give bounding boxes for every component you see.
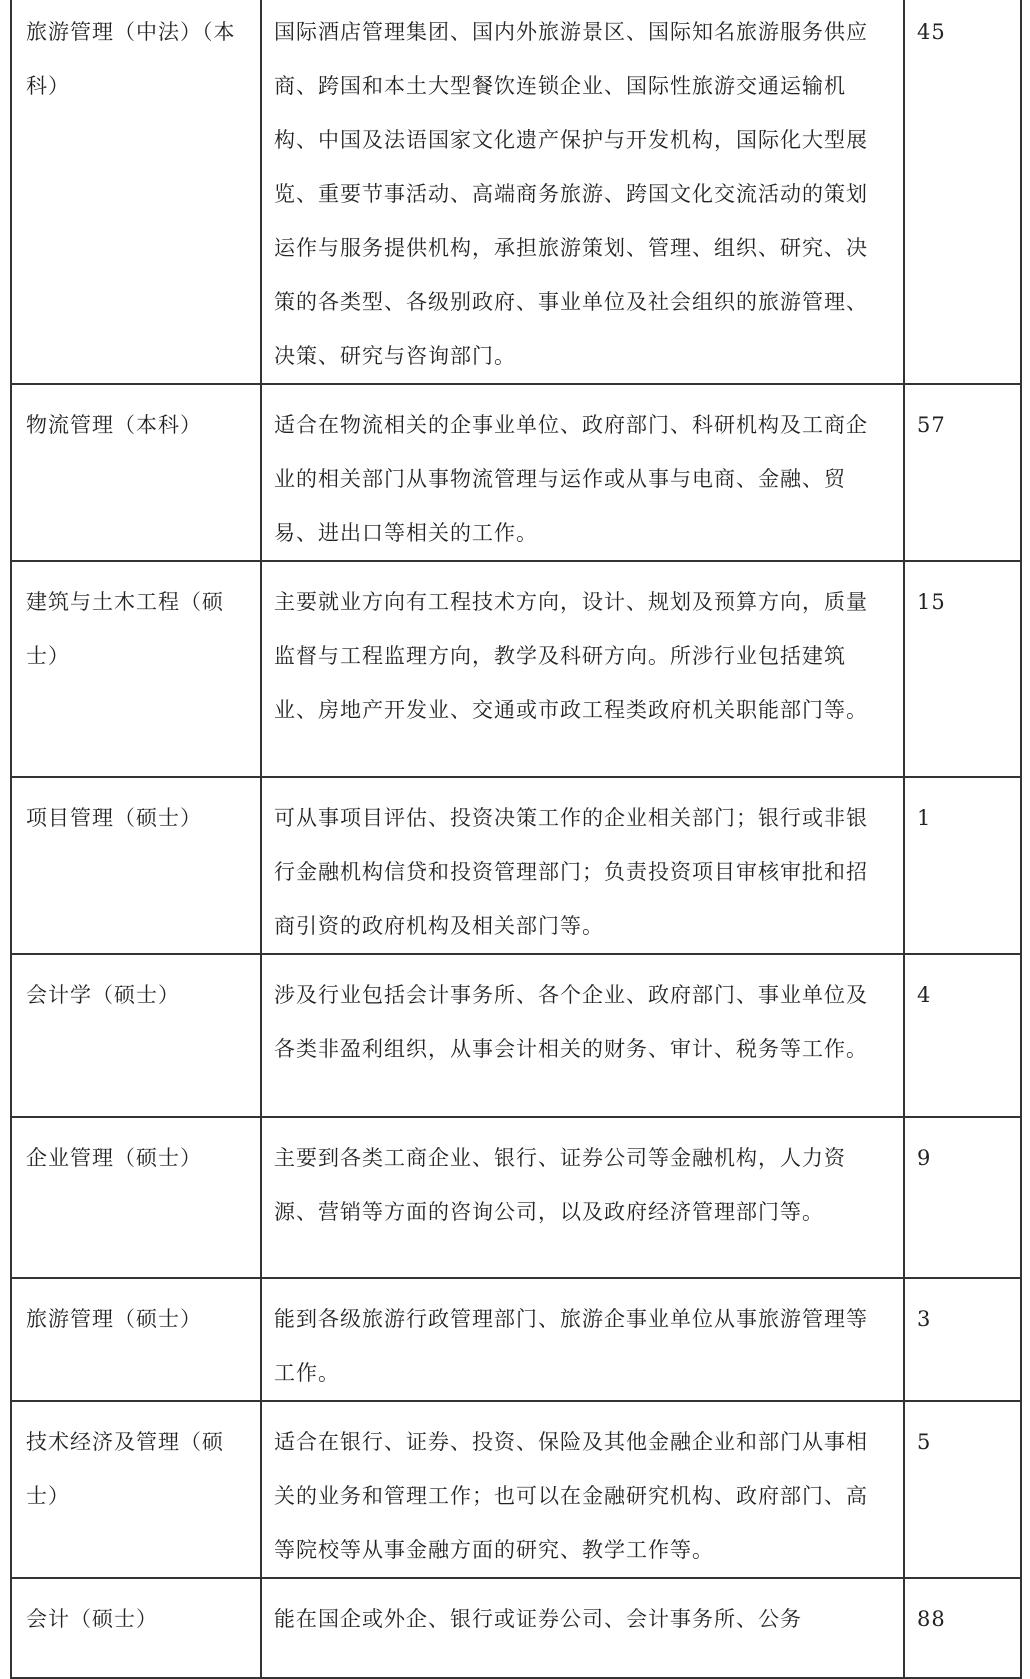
major-cell: 技术经济及管理（硕士）	[11, 1401, 261, 1578]
major-cell: 建筑与土木工程（硕士）	[11, 561, 261, 777]
major-cell: 项目管理（硕士）	[11, 777, 261, 954]
table-row	[11, 384, 1021, 561]
count-cell: 5	[904, 1401, 1021, 1578]
major-cell: 企业管理（硕士）	[11, 1117, 261, 1278]
description-cell: 国际酒店管理集团、国内外旅游景区、国际知名旅游服务供应商、跨国和本土大型餐饮连锁企业、国际性旅游交通运输机构、中国及法语国家文化遗产保护与开发机构，国际化大型展览、重要节事活动、高端商务旅游、跨国文化交流活动的策划运作与服务提供机构，承担旅游策划、管理、组织、研究、决策的各类型、各级别政府、事业单位及社会组织的旅游管理、决策、研究与咨询部门。	[261, 0, 904, 384]
table-row	[11, 1401, 1021, 1578]
table-row	[11, 954, 1021, 1117]
major-cell: 会计学（硕士）	[11, 954, 261, 1117]
major-cell: 旅游管理（硕士）	[11, 1278, 261, 1401]
major-cell: 会计（硕士）	[11, 1578, 261, 1678]
employment-table	[10, 0, 1022, 1679]
major-cell: 旅游管理（中法）（本科）	[11, 0, 261, 384]
count-cell: 1	[904, 777, 1021, 954]
description-cell: 涉及行业包括会计事务所、各个企业、政府部门、事业单位及各类非盈利组织，从事会计相关的财务、审计、税务等工作。	[261, 954, 904, 1117]
count-cell: 15	[904, 561, 1021, 777]
table-row	[11, 777, 1021, 954]
major-cell: 物流管理（本科）	[11, 384, 261, 561]
description-cell: 主要就业方向有工程技术方向，设计、规划及预算方向，质量监督与工程监理方向，教学及科研方向。所涉行业包括建筑业、房地产开发业、交通或市政工程类政府机关职能部门等。	[261, 561, 904, 777]
table-row	[11, 0, 1021, 384]
description-cell: 主要到各类工商企业、银行、证券公司等金融机构，人力资源、营销等方面的咨询公司，以及政府经济管理部门等。	[261, 1117, 904, 1278]
count-cell: 57	[904, 384, 1021, 561]
table-row	[11, 1578, 1021, 1678]
description-cell: 能在国企或外企、银行或证券公司、会计事务所、公务	[261, 1578, 904, 1678]
description-cell: 适合在物流相关的企事业单位、政府部门、科研机构及工商企业的相关部门从事物流管理与运作或从事与电商、金融、贸易、进出口等相关的工作。	[261, 384, 904, 561]
table-row	[11, 1117, 1021, 1278]
description-cell: 适合在银行、证券、投资、保险及其他金融企业和部门从事相关的业务和管理工作；也可以在金融研究机构、政府部门、高等院校等从事金融方面的研究、教学工作等。	[261, 1401, 904, 1578]
description-cell: 可从事项目评估、投资决策工作的企业相关部门；银行或非银行金融机构信贷和投资管理部门；负责投资项目审核审批和招商引资的政府机构及相关部门等。	[261, 777, 904, 954]
table-row	[11, 1278, 1021, 1401]
count-cell: 9	[904, 1117, 1021, 1278]
description-cell: 能到各级旅游行政管理部门、旅游企事业单位从事旅游管理等工作。	[261, 1278, 904, 1401]
count-cell: 88	[904, 1578, 1021, 1678]
count-cell: 3	[904, 1278, 1021, 1401]
count-cell: 45	[904, 0, 1021, 384]
table-row	[11, 561, 1021, 777]
count-cell: 4	[904, 954, 1021, 1117]
